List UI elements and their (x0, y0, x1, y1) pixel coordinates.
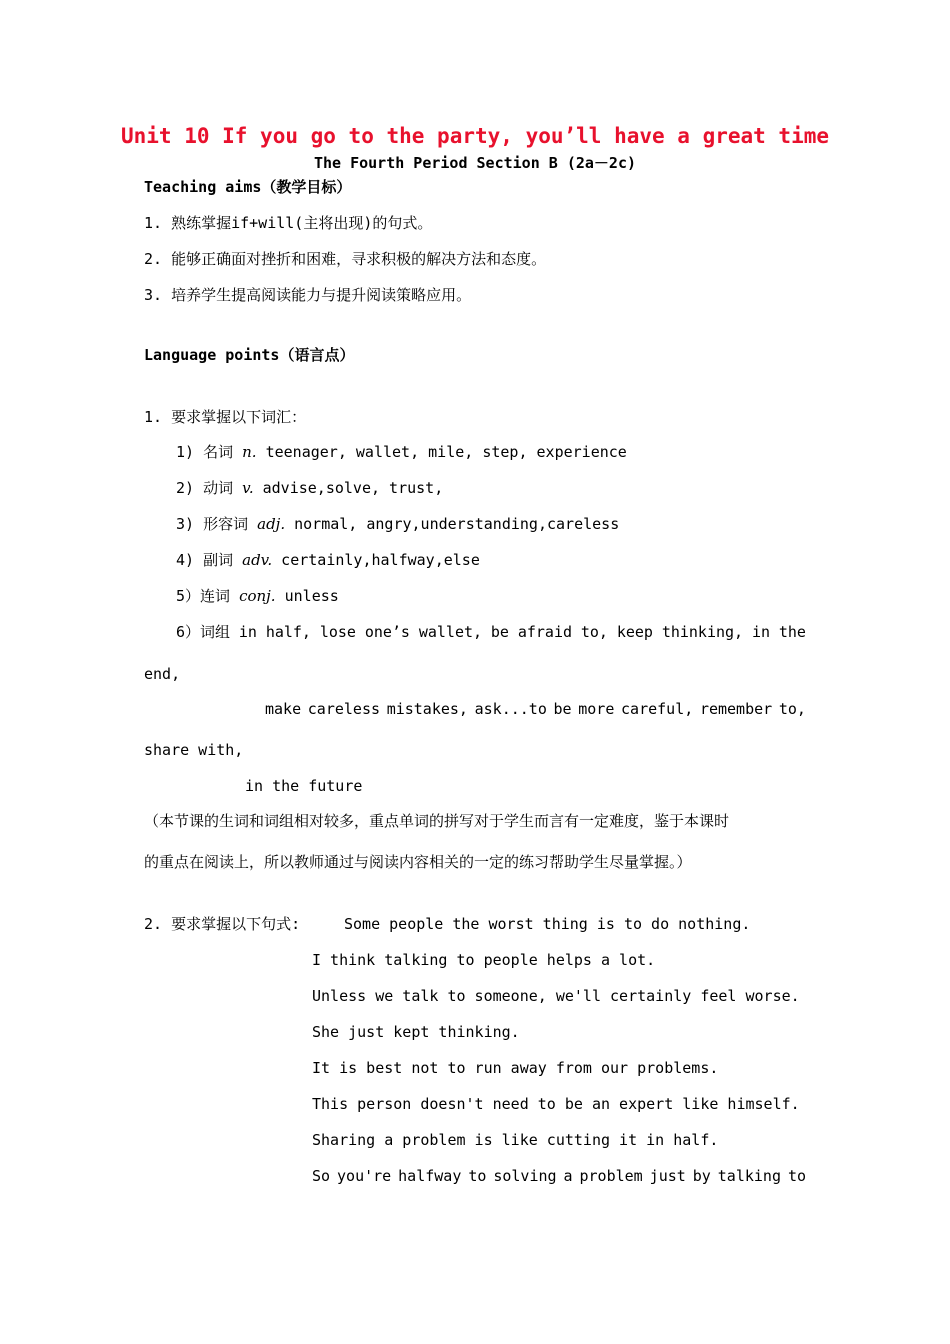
vocab-words: teenager, wallet, mile, step, experience (256, 443, 627, 461)
phrase-word: 6）词组 (176, 623, 231, 641)
language-points-heading: Language points（语言点） (144, 346, 355, 364)
sentence-word: halfway (398, 1167, 462, 1185)
vocab-intro: 1. 要求掌握以下词汇： (144, 408, 307, 426)
teacher-note-line-2: 的重点在阅读上，所以教师通过与阅读内容相关的一定的练习帮助学生尽量掌握。） (144, 853, 692, 871)
phrase-word: make (265, 700, 302, 718)
sentence-word: just (649, 1167, 686, 1185)
sentence-intro: 2. 要求掌握以下句式: (144, 915, 301, 933)
phrase-word: wallet, (418, 623, 483, 641)
teaching-aim-2: 2. 能够正确面对挫折和困难，寻求积极的解决方法和态度。 (144, 250, 547, 268)
part-of-speech: adj. (257, 515, 286, 533)
vocab-label: 4) 副词 (176, 551, 243, 569)
phrase-word: the (778, 623, 806, 641)
sentence-word: talking (717, 1167, 781, 1185)
document-subtitle: The Fourth Period Section B (2a－2c) (313, 154, 637, 172)
phrase-word: afraid (517, 623, 573, 641)
vocab-label: 1) 名词 (176, 443, 243, 461)
sentence-4: She just kept thinking. (312, 1023, 520, 1041)
phrase-word: in (238, 623, 257, 641)
teaching-aim-1: 1. 熟练掌握if+will(主将出现)的句式。 (144, 214, 433, 232)
phrase-word: ask...to (474, 700, 547, 718)
sentence-8 (312, 1166, 806, 1186)
phrase-word: in (751, 623, 771, 641)
part-of-speech: n. (242, 443, 257, 461)
vocab-row-nouns (176, 442, 627, 462)
vocab-words: certainly,halfway,else (272, 551, 480, 569)
phrases-line-2 (265, 699, 806, 719)
sentence-7: Sharing a problem is like cutting it in half. (312, 1131, 719, 1149)
phrase-word: more (578, 700, 615, 718)
phrase-word: to, (778, 700, 806, 718)
phrase-word: careful, (621, 700, 694, 718)
sentence-3: Unless we talk to someone, we'll certainly feel worse. (312, 987, 800, 1005)
sentence-2: I think talking to people helps a lot. (312, 951, 656, 969)
phrase-word: one’s (364, 623, 410, 641)
sentence-word: to (468, 1167, 487, 1185)
phrase-word: be (553, 700, 572, 718)
sentence-word: to (787, 1167, 806, 1185)
sentence-word: solving (493, 1167, 557, 1185)
phrase-word: keep (616, 623, 653, 641)
teaching-aims-heading: Teaching aims（教学目标） (144, 178, 352, 196)
part-of-speech: conj. (239, 587, 276, 605)
phrase-word: lose (319, 623, 356, 641)
vocab-words: unless (275, 587, 339, 605)
teacher-note-line-1: （本节课的生词和词组相对较多，重点单词的拼写对于学生而言有一定难度，鉴于本课时 (144, 812, 730, 830)
phrase-word: be (490, 623, 509, 641)
sentence-word: a (563, 1167, 573, 1185)
vocab-label: 2) 动词 (176, 479, 243, 497)
phrases-line-1 (176, 622, 806, 642)
vocab-words: normal, angry,understanding,careless (285, 515, 620, 533)
phrase-word: thinking, (661, 623, 744, 641)
sentence-word: by (692, 1167, 711, 1185)
phrases-line-1-end: end, (144, 665, 181, 683)
sentence-5: It is best not to run away from our problems. (312, 1059, 719, 1077)
phrase-word: to, (580, 623, 608, 641)
sentence-6: This person doesn't need to be an expert like himself. (312, 1095, 800, 1113)
vocab-row-conjunctions (176, 586, 339, 606)
phrase-word: remember (699, 700, 773, 718)
teaching-aim-3: 3. 培养学生提高阅读能力与提升阅读策略应用。 (144, 286, 472, 304)
phrase-word: half, (265, 623, 311, 641)
sentence-word: you're (337, 1167, 392, 1185)
phrase-word: mistakes, (386, 700, 468, 718)
phrases-line-3: in the future (245, 777, 363, 795)
vocab-row-adverbs (176, 550, 480, 570)
vocab-words: advise,solve, trust, (253, 479, 444, 497)
part-of-speech: v. (242, 479, 254, 497)
document-title: Unit 10 If you go to the party, you’ll have a great time (120, 124, 829, 148)
vocab-label: 5）连词 (176, 587, 240, 605)
vocab-label: 3) 形容词 (176, 515, 258, 533)
vocab-row-adjectives (176, 514, 619, 534)
sentence-1: Some people the worst thing is to do nothing. (344, 915, 751, 933)
sentence-word: problem (579, 1167, 643, 1185)
phrase-word: careless (307, 700, 381, 718)
sentence-word: So (312, 1167, 331, 1185)
part-of-speech: adv. (242, 551, 273, 569)
vocab-row-verbs (176, 478, 443, 498)
phrases-line-2-end: share with, (144, 741, 244, 759)
